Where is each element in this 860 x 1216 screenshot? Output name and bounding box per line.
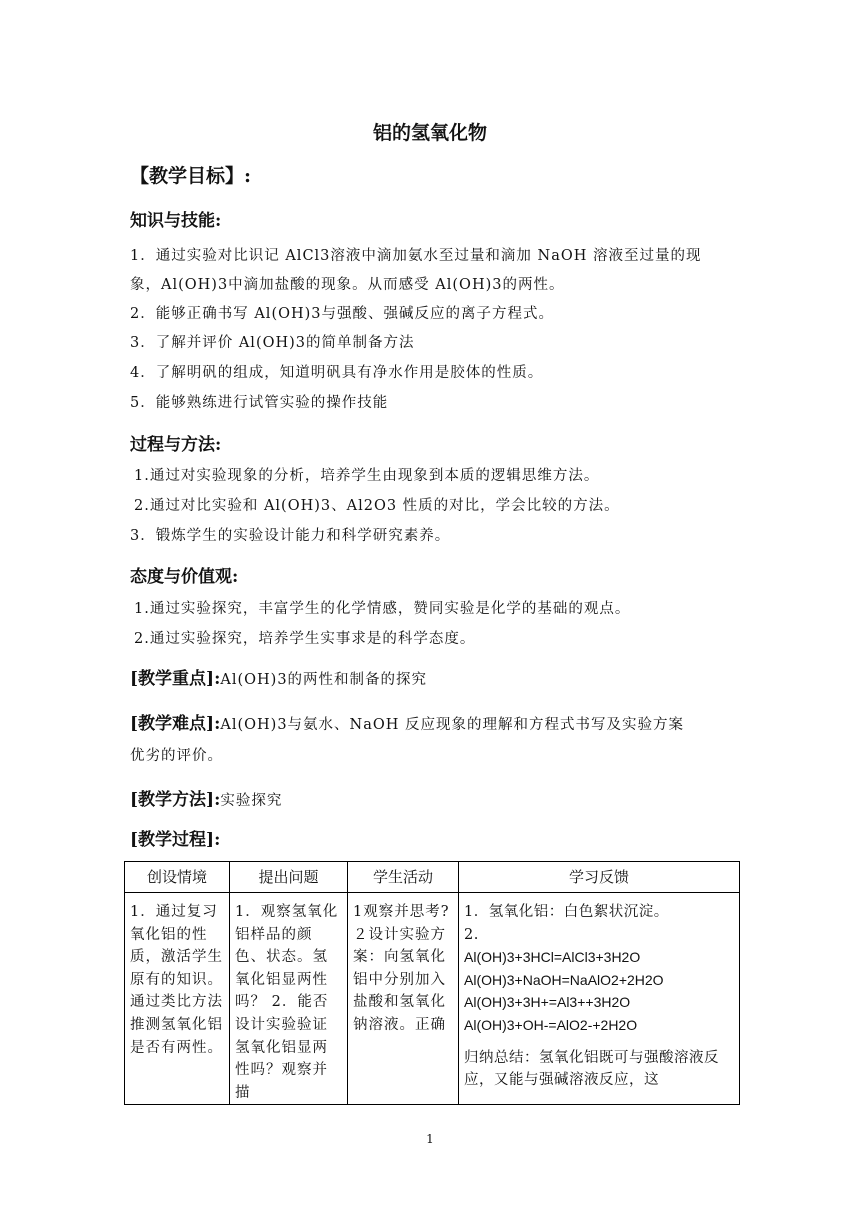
feedback-summary: 归纳总结：氢氧化铝既可与强酸溶液反应，又能与强碱溶液反应，这 — [464, 1049, 719, 1089]
knowledge-line-4: 3．了解并评价 Al(OH)3的简单制备方法 — [130, 335, 415, 351]
objectives-heading: 【教学目标】: — [130, 165, 252, 187]
knowledge-line-6: 5．能够熟练进行试管实验的操作技能 — [130, 395, 389, 411]
attitude-line-2: 2.通过实验探究，培养学生实事求是的科学态度。 — [134, 631, 476, 647]
cell-question: 1．观察氢氧化铝样品的颜色、状态。氢氧化铝显两性吗？ 2．能否设计实验验证氢氧化铝显两性吗？观察并描 — [230, 893, 348, 1105]
header-feedback: 学习反馈 — [459, 862, 740, 893]
difficulty-label: [教学难点]: — [130, 714, 221, 734]
page-number: 1 — [426, 1132, 434, 1146]
method-label: [教学方法]: — [130, 790, 221, 810]
header-question: 提出问题 — [230, 862, 348, 893]
method — [130, 785, 282, 810]
cell-student-activity: 1观察并思考? ２设计实验方案：向氢氧化铝中分别加入盐酸和氢氧化钠溶液。正确 — [348, 893, 459, 1105]
cell-feedback — [459, 893, 740, 1105]
process-heading: 过程与方法: — [130, 435, 222, 455]
knowledge-line-2: 象，Al(OH)3中滴加盐酸的现象。从而感受 Al(OH)3的两性。 — [130, 277, 565, 293]
equation-2: Al(OH)3+NaOH=NaAlO2+2H2O — [464, 971, 664, 988]
feedback-line-2: 2. — [464, 926, 479, 943]
key-point — [130, 664, 427, 689]
difficulty — [130, 709, 684, 734]
knowledge-line-1: 1．通过实验对比识记 AlCl3溶液中滴加氨水至过量和滴加 NaOH 溶液至过量的现 — [130, 248, 702, 264]
table-row — [125, 893, 740, 1105]
method-text: 实验探究 — [220, 793, 283, 809]
teaching-process-table — [124, 861, 740, 1105]
process-line-2: 2.通过对比实验和 Al(OH)3、Al2O3 性质的对比，学会比较的方法。 — [134, 498, 620, 514]
equation-3: Al(OH)3+3H+=Al3++3H2O — [464, 994, 631, 1011]
equation-1: Al(OH)3+3HCl=AlCl3+3H2O — [464, 949, 641, 966]
equation-4: Al(OH)3+OH-=AlO2-+2H2O — [464, 1016, 638, 1033]
document-title: 铝的氢氧化物 — [372, 122, 487, 144]
key-point-text: Al(OH)3的两性和制备的探究 — [220, 672, 428, 688]
header-student-activity: 学生活动 — [348, 862, 459, 893]
table-header-row — [125, 862, 740, 893]
attitude-line-1: 1.通过实验探究，丰富学生的化学情感，赞同实验是化学的基础的观点。 — [134, 601, 631, 617]
process-line-1: 1.通过对实验现象的分析，培养学生由现象到本质的逻辑思维方法。 — [134, 468, 600, 484]
attitude-heading: 态度与价值观: — [130, 567, 239, 587]
process-line-3: 3．锻炼学生的实验设计能力和科学研究素养。 — [130, 528, 451, 544]
knowledge-line-5: 4．了解明矾的组成，知道明矾具有净水作用是胶体的性质。 — [130, 365, 544, 381]
key-point-label: [教学重点]: — [130, 669, 221, 689]
teaching-process-heading: [教学过程]: — [130, 830, 221, 850]
feedback-line-1: 1．氢氧化铝：白色絮状沉淀。 — [464, 904, 669, 920]
difficulty-text: Al(OH)3与氨水、NaOH 反应现象的理解和方程式书写及实验方案 — [220, 717, 685, 733]
header-scenario: 创设情境 — [125, 862, 230, 893]
knowledge-heading: 知识与技能: — [130, 211, 222, 231]
knowledge-line-3: 2．能够正确书写 Al(OH)3与强酸、强碱反应的离子方程式。 — [130, 306, 555, 322]
cell-scenario: 1．通过复习氧化铝的性质，激活学生原有的知识。通过类比方法推测氢氧化铝是否有两性。 — [125, 893, 230, 1105]
difficulty-text-continued: 优劣的评价。 — [130, 748, 223, 764]
